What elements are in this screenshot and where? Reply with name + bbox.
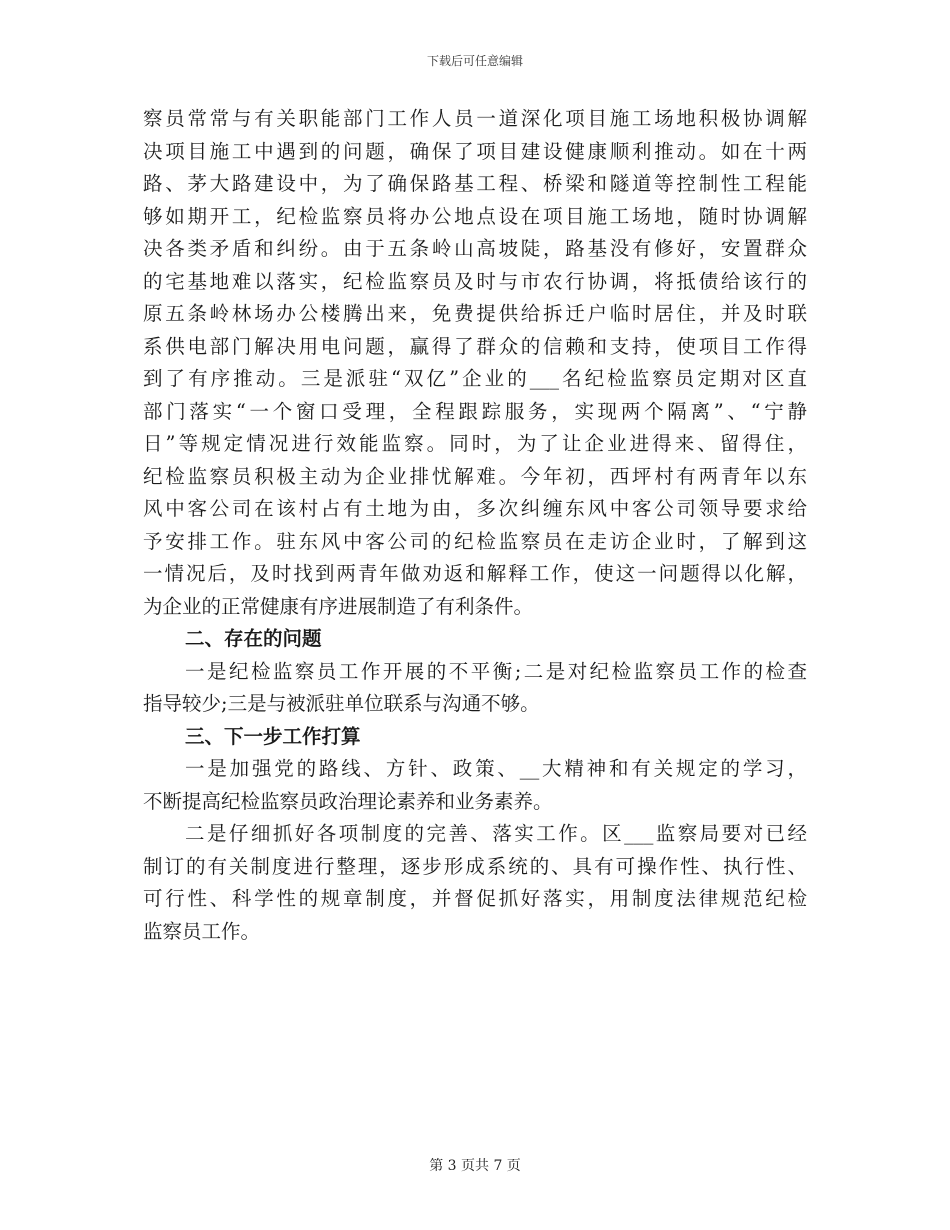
paragraph-3 — [143, 753, 807, 818]
text-line: 二是仔细抓好各项制度的完善、落实工作。区___监察局要对已经 — [185, 822, 807, 845]
text-line: 一是加强党的路线、方针、政策、__大精神和有关规定的学习， — [185, 757, 807, 780]
text-line: 决项目施工中遇到的问题，确保了项目建设健康顺利推动。如在十两 — [143, 139, 807, 163]
text-line: 日”等规定情况进行效能监察。同时，为了让企业进得来、留得住， — [143, 432, 807, 455]
text-line: 一情况后，及时找到两青年做劝返和解释工作，使这一问题得以化解， — [143, 562, 807, 585]
text-line: 路、茅大路建设中，为了确保路基工程、桥梁和隧道等控制性工程能 — [143, 172, 807, 195]
text-line: 决各类矛盾和纠纷。由于五条岭山高坡陡，路基没有修好，安置群众 — [143, 237, 807, 260]
text-line: 为企业的正常健康有序进展制造了有利条件。 — [143, 594, 534, 618]
text-line: 可行性、科学性的规章制度，并督促抓好落实，用制度法律规范纪检 — [143, 887, 807, 910]
page-header: 下载后可任意编辑 — [426, 54, 523, 68]
text-line: 原五条岭林场办公楼腾出来，免费提供给拆迁户临时居住，并及时联 — [143, 302, 807, 325]
paragraph-2 — [143, 656, 807, 721]
paragraph-4 — [143, 818, 807, 948]
document-body — [143, 103, 807, 948]
text-line: 部门落实“一个窗口受理，全程跟踪服务，实现两个隔离”、“宁静 — [143, 399, 807, 423]
text-line: 风中客公司在该村占有土地为由，多次纠缠东风中客公司领导要求给 — [143, 497, 807, 520]
text-line: 系供电部门解决用电问题，赢得了群众的信赖和支持，使项目工作得 — [143, 334, 807, 358]
text-line: 不断提高纪检监察员政治理论素养和业务素养。 — [143, 789, 553, 813]
text-line: 察员常常与有关职能部门工作人员一道深化项目施工场地积极协调解 — [143, 107, 807, 130]
text-line: 够如期开工，纪检监察员将办公地点设在项目施工场地，随时协调解 — [143, 204, 807, 228]
paragraph-1 — [143, 103, 807, 623]
text-line: 一是纪检监察员工作开展的不平衡;二是对纪检监察员工作的检查 — [185, 659, 807, 683]
text-line: 指导较少;三是与被派驻单位联系与沟通不够。 — [143, 692, 540, 715]
page-number: 第 3 页共 7 页 — [429, 1158, 521, 1174]
text-line: 监察员工作。 — [143, 919, 261, 943]
text-line: 到了有序推动。三是派驻“双亿”企业的___名纪检监察员定期对区直 — [143, 367, 807, 390]
section-heading-next-steps: 三、下一步工作打算 — [185, 724, 361, 748]
text-line: 的宅基地难以落实，纪检监察员及时与市农行协调，将抵债给该行的 — [143, 269, 807, 293]
section-heading-problems: 二、存在的问题 — [185, 627, 322, 650]
text-line: 制订的有关制度进行整理，逐步形成系统的、具有可操作性、执行性、 — [143, 854, 807, 878]
text-line: 纪检监察员积极主动为企业排忧解难。今年初，西坪村有两青年以东 — [143, 464, 807, 488]
text-line: 予安排工作。驻东风中客公司的纪检监察员在走访企业时，了解到这 — [143, 529, 807, 553]
